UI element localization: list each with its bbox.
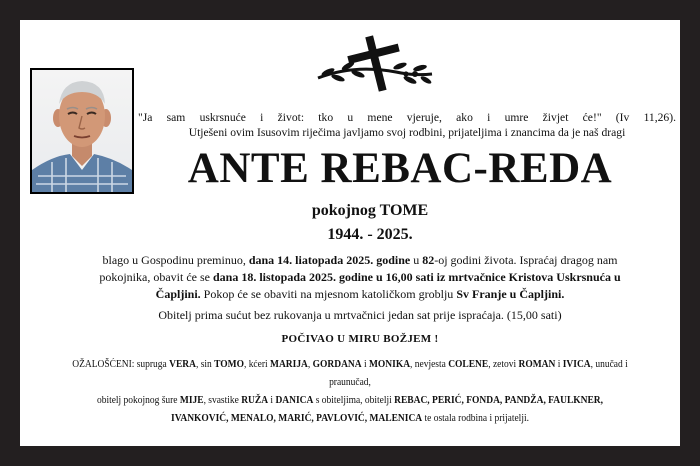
family-surnames: IVANKOVIĆ, MENALO, MARIĆ, PAVLOVIĆ, MALENICA: [171, 413, 423, 424]
mourner-name: TOMO: [214, 359, 244, 370]
mourner-name: MARIJA: [270, 359, 308, 370]
mourner-name: VERA: [169, 359, 196, 370]
funeral-text: -oj godini života. Ispraćaj dragog nam pokojnika, obavit će se: [99, 253, 618, 284]
condolence-note: Obitelj prima sućut bez rukovanja u mrtvačnici jedan sat prije ispraćaja. (15,00 sati): [158, 308, 562, 322]
mourners-text: ,: [307, 359, 313, 370]
mourners-text: i: [361, 359, 369, 370]
mourners-text: te ostala rodbina i prijatelji.: [422, 413, 529, 424]
death-date: dana 14. liatopada 2025. godine: [248, 253, 411, 267]
family-surnames: REBAC, PERIĆ, FONDA, PANDŽA, FAULKNER,: [394, 395, 604, 406]
mourners-text: , svastike: [203, 395, 242, 406]
mourners-list: [51, 356, 650, 428]
mourner-name: ROMAN: [518, 359, 556, 370]
mourner-name: GORDANA: [312, 359, 362, 370]
deceased-name: ANTE REBAC-REDA: [187, 145, 613, 192]
funeral-text: u: [410, 253, 423, 267]
mourner-name: MONIKA: [368, 359, 411, 370]
cemetery-name: Sv Franje u Čapljini.: [456, 287, 565, 301]
mourner-name: COLENE: [448, 359, 489, 370]
obituary-card: [20, 20, 680, 446]
mourners-text: , kćeri: [243, 359, 271, 370]
age: 82: [422, 253, 435, 267]
mourners-text: , unučad i praunučad,: [329, 359, 628, 388]
mourners-text: , sin: [195, 359, 215, 370]
funeral-details: [80, 252, 640, 303]
mourners-text: i: [268, 395, 276, 406]
mourner-name: RUŽA: [241, 395, 269, 406]
funeral-text: Pokop će se obaviti na mjesnom katoličkom groblju: [200, 287, 457, 301]
mourners-text: obitelj pokojnog šure: [96, 395, 180, 406]
portrait-photo: [30, 68, 134, 194]
mourner-name: IVICA: [562, 359, 591, 370]
mourners-text: i: [555, 359, 563, 370]
funeral-date-place: dana 18. listopada 2025. godine u 16,00 sati iz mrtvačnice Kristova Uskrsnuća u Čapljini.: [155, 270, 621, 301]
life-years: 1944. - 2025.: [327, 226, 413, 243]
rest-in-peace: POČIVAO U MIRU BOŽJEM !: [281, 333, 439, 345]
funeral-text: blago u Gospodinu preminuo,: [102, 253, 249, 267]
mourners-text: s obiteljima, obitelji: [313, 395, 395, 406]
mourners-text: , nevjesta: [410, 359, 449, 370]
bible-quote: "Ja sam uskrsnuće i život: tko u mene vjeruje, ako i umre živjet će!" (Iv 11,26).: [138, 111, 676, 124]
mourner-name: MIJE: [179, 395, 204, 406]
mourner-name: DANICA: [275, 395, 314, 406]
father-name: pokojnog TOME: [311, 202, 429, 219]
mourners-text: , zetovi: [488, 359, 519, 370]
intro-text: Utješeni ovim Isusovim riječima javljamo svoj rodbini, prijateljima i znancima da je naš dragi: [188, 126, 626, 139]
mourners-text: OŽALOŠĆENI: supruga: [72, 359, 170, 370]
cross-with-olive-branch-icon: [314, 34, 436, 94]
